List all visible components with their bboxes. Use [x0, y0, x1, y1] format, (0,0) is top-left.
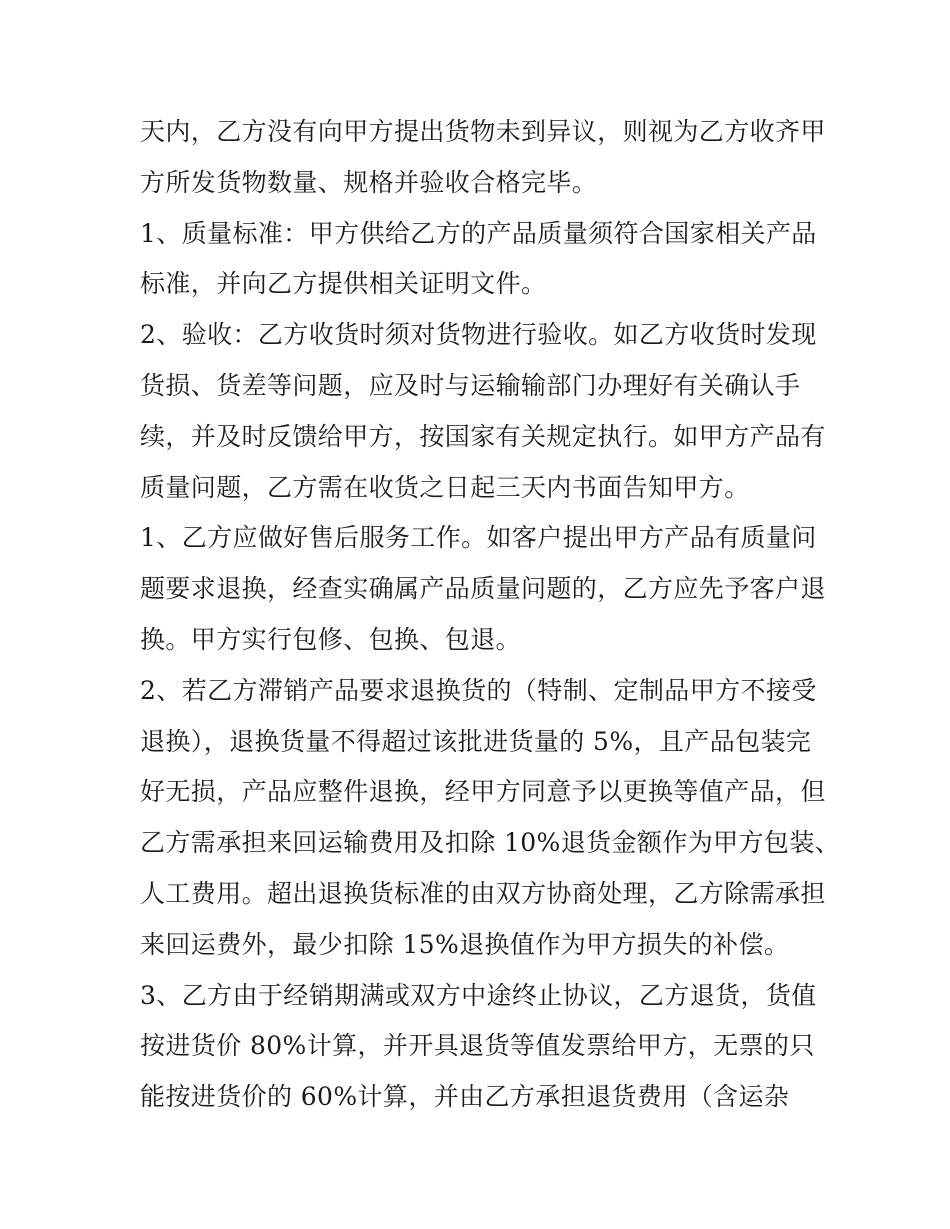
text-line: 续，并及时反馈给甲方，按国家有关规定执行。如甲方产品有	[140, 421, 826, 451]
text-line: 3、乙方由于经销期满或双方中途终止协议，乙方退货，货值	[140, 980, 817, 1010]
text-line: 2、验收：乙方收货时须对货物进行验收。如乙方收货时发现	[140, 320, 817, 350]
text-line: 按进货价 80%计算，并开具退货等值发票给甲方，无票的只	[140, 1031, 815, 1061]
text-line: 好无损，产品应整件退换，经甲方同意予以更换等值产品，但	[140, 777, 826, 807]
document-body	[140, 107, 841, 1123]
text-line: 来回运费外，最少扣除 15%退换值作为甲方损失的补偿。	[140, 929, 790, 959]
text-line: 题要求退换，经查实确属产品质量问题的，乙方应先予客户退	[140, 574, 826, 604]
text-line: 1、乙方应做好售后服务工作。如客户提出甲方产品有质量问	[140, 523, 817, 553]
text-line: 方所发货物数量、规格并验收合格完毕。	[140, 167, 598, 197]
text-line: 2、若乙方滞销产品要求退换货的（特制、定制品甲方不接受	[140, 675, 817, 705]
text-line: 货损、货差等问题，应及时与运输输部门办理好有关确认手	[140, 370, 801, 400]
text-line: 退换），退换货量不得超过该批进货量的 5%，且产品包装完	[140, 726, 812, 756]
text-line: 人工费用。超出退换货标准的由双方协商处理，乙方除需承担	[140, 878, 826, 908]
text-line: 天内，乙方没有向甲方提出货物未到异议，则视为乙方收齐甲	[140, 117, 826, 146]
text-line: 标准，并向乙方提供相关证明文件。	[140, 269, 547, 299]
text-line: 乙方需承担来回运输费用及扣除 10%退货金额作为甲方包装、	[140, 828, 841, 858]
text-line: 质量问题，乙方需在收货之日起三天内书面告知甲方。	[140, 472, 750, 502]
text-line: 能按进货价的 60%计算，并由乙方承担退货费用（含运杂	[140, 1082, 790, 1112]
text-line: 1、质量标准：甲方供给乙方的产品质量须符合国家相关产品	[140, 218, 817, 248]
text-line: 换。甲方实行包修、包换、包退。	[140, 624, 522, 654]
